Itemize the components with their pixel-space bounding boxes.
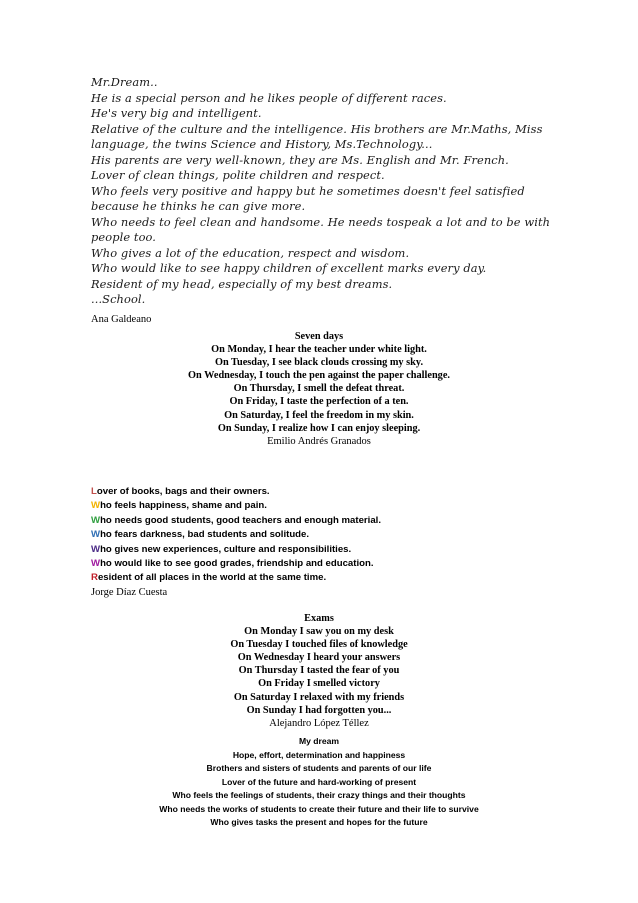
poem-line: Who feels very positive and happy but he sometimes doesn't feel satisfied xyxy=(91,183,525,198)
poem-seven-days xyxy=(0,330,638,449)
poem-line: On Tuesday, I see black clouds crossing my sky. xyxy=(214,357,424,369)
poem-line: Lover of the future and hard-working of present xyxy=(221,776,417,787)
poem-line: Brothers and sisters of students and parents of our life xyxy=(206,763,432,773)
poem-mr-dream xyxy=(91,75,561,308)
poem-line: Who gives tasks the present and hopes for the future xyxy=(210,817,428,827)
poem-line: His parents are very well-known, they are Ms. English and Mr. French. xyxy=(91,152,509,167)
acrostic-initial: W xyxy=(91,558,101,570)
acrostic-text: esident of all places in the world at the same time. xyxy=(97,572,327,584)
acrostic-line xyxy=(91,543,511,557)
acrostic-initial: W xyxy=(91,543,101,555)
acrostic-initial: L xyxy=(91,486,97,497)
poem-line: On Monday, I hear the teacher under white light. xyxy=(211,344,427,356)
poem-line: Mr.Dream.. xyxy=(91,75,158,89)
poem-line: Lover of clean things, polite children and respect. xyxy=(91,168,385,182)
poem-line: because he thinks he can give more. xyxy=(91,199,306,213)
poem-author: Emilio Andrés Granados xyxy=(267,435,371,447)
poem-line: people too. xyxy=(91,230,156,244)
poem-line: On Wednesday, I touch the pen against the paper challenge. xyxy=(188,370,450,382)
acrostic-line xyxy=(91,514,511,528)
acrostic-text: over of books, bags and their owners. xyxy=(96,486,270,497)
poem-line: ...School. xyxy=(91,292,146,306)
poem-title: Exams xyxy=(304,613,334,624)
acrostic-line xyxy=(91,499,511,513)
poem-line: On Sunday, I realize how I can enjoy sleeping. xyxy=(217,422,421,434)
poem-title: Seven days xyxy=(294,331,344,342)
poem-line: On Friday I smelled victory xyxy=(258,678,380,690)
acrostic-text: ho needs good students, good teachers and enough material. xyxy=(100,514,381,526)
acrostic-initial: R xyxy=(91,572,98,584)
poem-line: He's very big and intelligent. xyxy=(91,106,262,120)
poem-line: Hope, effort, determination and happiness xyxy=(232,749,406,760)
poem-line: On Saturday I relaxed with my friends xyxy=(233,691,405,703)
poem-line: On Saturday, I feel the freedom in my skin. xyxy=(224,409,414,421)
poem-exams xyxy=(0,612,638,731)
acrostic-line xyxy=(91,571,511,585)
poem-my-dream xyxy=(0,735,638,830)
poem-line: On Thursday, I smell the defeat threat. xyxy=(233,383,405,395)
poem-author: Jorge Díaz Cuesta xyxy=(91,587,168,598)
acrostic-line xyxy=(91,528,511,542)
poem-line: Relative of the culture and the intelligence. His brothers are Mr.Maths, Miss xyxy=(91,121,543,136)
acrostic-line xyxy=(91,557,511,571)
poem-title: My dream xyxy=(298,736,340,746)
acrostic-line xyxy=(91,485,511,499)
poem-line: On Thursday I tasted the fear of you xyxy=(238,665,400,677)
acrostic-initial: W xyxy=(91,529,101,541)
poem-line: Who gives a lot of the education, respect and wisdom. xyxy=(91,245,410,260)
poem-author: Ana Galdeano xyxy=(91,314,152,325)
poem-author: Alejandro López Téllez xyxy=(269,717,369,729)
poem-line: Who would like to see happy children of excellent marks every day. xyxy=(91,261,487,275)
poem-line: On Wednesday I heard your answers xyxy=(237,652,401,664)
poem-line: language, the twins Science and History, Ms.Technology... xyxy=(91,137,433,151)
poem-acrostic xyxy=(91,485,511,586)
acrostic-initial: W xyxy=(91,514,101,526)
acrostic-text: ho would like to see good grades, friendship and education. xyxy=(100,558,374,570)
poem-line: Who needs to feel clean and handsome. He needs tospeak a lot and to be with xyxy=(91,214,551,229)
poem-line: On Sunday I had forgotten you... xyxy=(246,704,392,716)
acrostic-text: ho gives new experiences, culture and responsibilities. xyxy=(100,543,352,555)
acrostic-text: ho feels happiness, shame and pain. xyxy=(100,500,267,512)
poem-line: On Tuesday I touched files of knowledge xyxy=(230,639,408,651)
poem-line: He is a special person and he likes people of different races. xyxy=(91,90,447,105)
poem-line: Who needs the works of students to create their future and their life to survive xyxy=(159,803,479,814)
poem-line: On Monday I saw you on my desk xyxy=(244,626,394,638)
acrostic-initial: W xyxy=(91,500,101,512)
poem-line: Who feels the feelings of students, their crazy things and their thoughts xyxy=(172,790,466,800)
poem-line: Resident of my head, especially of my best dreams. xyxy=(91,276,393,291)
acrostic-text: ho fears darkness, bad students and solitude. xyxy=(100,529,310,541)
poem-line: On Friday, I taste the perfection of a ten. xyxy=(229,396,409,408)
